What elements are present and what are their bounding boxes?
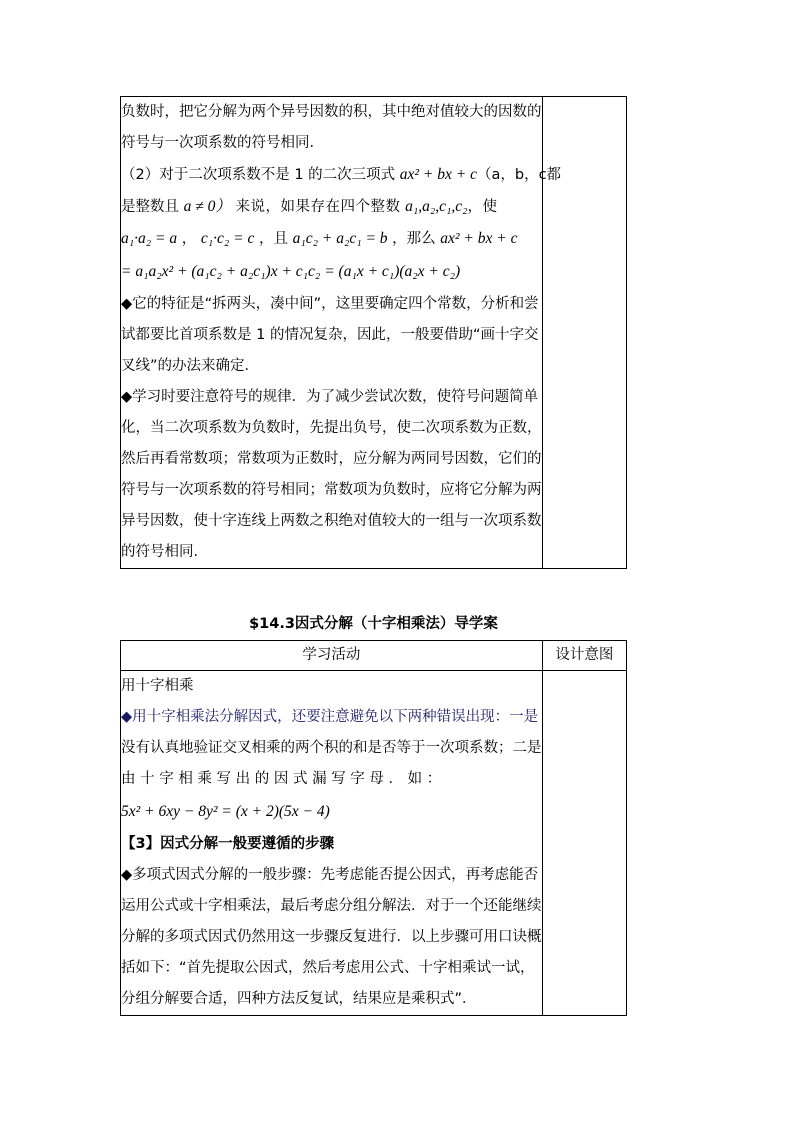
text-segment: 是整数且 xyxy=(121,199,179,215)
math-eq1: a₁·a₂ = a xyxy=(121,230,178,247)
learning-activity-cell xyxy=(121,97,562,569)
header-learning-activity: 学习活动 xyxy=(121,641,543,671)
text-line: 异号因数，使十字连线上两数之积绝对值较大的一组与一次项系数 xyxy=(121,513,542,529)
text-segment: ，使 xyxy=(467,199,498,215)
text-line: 化，当二次项系数为负数时，先提出负号，使二次项系数为正数， xyxy=(121,420,542,436)
text-line: 符号与一次项系数的符号相同；常数项为负数时，应将它分解为两 xyxy=(121,482,542,498)
text-line: 然后再看常数项；常数项为正数时，应分解为两同号因数，它们的 xyxy=(121,451,542,467)
table-header-row xyxy=(121,641,627,671)
learning-activity-cell xyxy=(121,671,543,1016)
text-line: ◆多项式因式分解的一般步骤：先考虑能否提公因式，再考虑能否 xyxy=(121,867,539,883)
text-line: ◆它的特征是“拆两头，凑中间”，这里要确定四个常数，分析和尝 xyxy=(121,296,539,312)
text-line: 分组分解要合适，四种方法反复试，结果应是乘积式”． xyxy=(121,991,477,1007)
text-line: 试都要比首项系数是 1 的情况复杂，因此，一般要借助“画十字交 xyxy=(121,327,539,343)
text-line: 符号与一次项系数的符号相同． xyxy=(121,135,324,151)
text-segment: 【3】因式分解一般要遵循的步骤 xyxy=(121,836,335,852)
study-plan-table xyxy=(120,640,627,1016)
text-segment: 来说，如果存在四个整数 xyxy=(235,199,401,215)
math-quadratic-2: ax² + bx + c xyxy=(440,230,518,247)
text-line xyxy=(121,191,542,223)
math-eq3: a₁c₂ + a₂c₁ = b xyxy=(292,230,388,247)
text-line: 没有认真地验证交叉相乘的两个积的和是否等于一次项系数；二是 xyxy=(121,740,542,756)
text-line: ◆学习时要注意符号的规律．为了减少尝试次数，使符号问题简单 xyxy=(121,389,539,405)
text-segment: ，那么 xyxy=(392,231,436,247)
text-line xyxy=(121,159,562,191)
text-line: 的符号相同． xyxy=(121,544,208,560)
math-quadratic: ax² + bx + c xyxy=(399,166,477,183)
text-line: 括如下：“首先提取公因式，然后考虑用公式、十字相乘试一试， xyxy=(121,960,535,976)
text-segment: ，且 xyxy=(258,231,288,247)
math-example: 5x² + 6xy − 8y² = (x + 2)(5x − 4) xyxy=(121,803,330,820)
text-line: 运用公式或十字相乘法，最后考虑分组分解法．对于一个还能继续 xyxy=(121,898,542,914)
text-line: 分解的多项式因式仍然用这一步骤反复进行．以上步骤可用口诀概 xyxy=(121,929,542,945)
math-expansion: = a₁a₂x² + (a₁c₂ + a₂c₁)x + c₁c₂ = (a₁x + c₁)(a₂x + c₂) xyxy=(121,263,461,280)
text-segment: （a，b，c都 xyxy=(477,167,562,183)
design-intent-cell xyxy=(542,671,626,1016)
text-segment: （2）对于二次项系数不是 1 的二次三项式 xyxy=(121,167,396,183)
text-line: 叉线”的办法来确定． xyxy=(121,358,260,374)
header-design-intent: 设计意图 xyxy=(542,641,626,671)
text-line: a₁·a₂ = a ， c₁·c₂ = c ，且 a₁c₂ + a₂c₁ = b ，那么 ax² + bx + c xyxy=(121,230,518,247)
text-line xyxy=(121,702,542,733)
section-title: $14.3因式分解（十字相乘法）导学案 xyxy=(249,616,498,632)
text-line: 负数时，把它分解为两个异号因数的积，其中绝对值较大的因数的 xyxy=(121,104,542,120)
text-line xyxy=(121,829,542,860)
text-segment: ◆用十字相乘法分解因式，还要注意避免以下两种错误出现：一是 xyxy=(121,709,539,725)
math-a-nonzero: a ≠ 0） xyxy=(183,198,231,215)
content-table-continued xyxy=(120,96,627,569)
math-integers: a₁,a₂,c₁,c₂ xyxy=(405,198,468,215)
text-line: 用十字相乘 xyxy=(121,678,194,694)
text-line: 由 十 字 相 乘 写 出 的 因 式 漏 写 字 母 ． 如 ： xyxy=(121,771,442,787)
math-eq2: c₁·c₂ = c xyxy=(200,230,255,247)
